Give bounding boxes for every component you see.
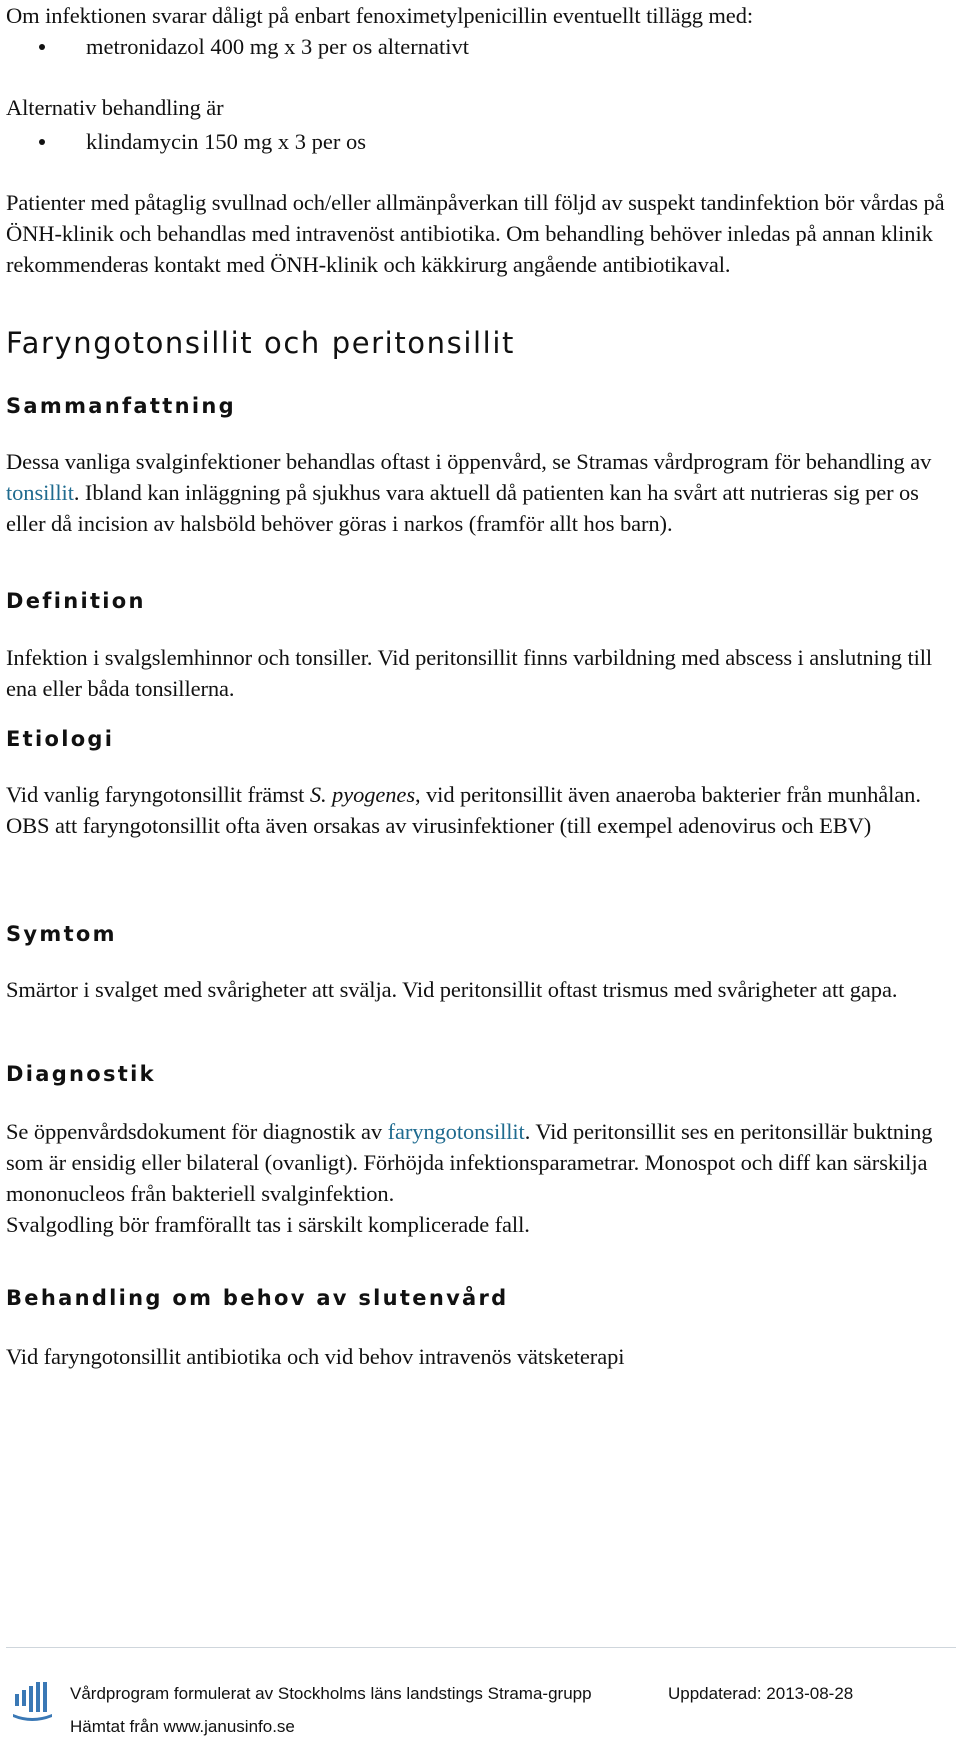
alt-block bbox=[6, 92, 956, 123]
list-item bbox=[6, 126, 956, 157]
heading-behandling: Behandling om behov av slutenvård bbox=[6, 1286, 509, 1310]
list-item-text: klindamycin 150 mg x 3 per os bbox=[86, 129, 366, 154]
bullet-list-2 bbox=[6, 126, 956, 157]
footer-updated: Uppdaterad: 2013-08-28 bbox=[668, 1684, 854, 1703]
intro-paragraph bbox=[6, 187, 956, 280]
intro-paragraph-text: Patienter med påtaglig svullnad och/eller allmänpåverkan till följd av suspekt tandinfektion bör vårdas på ÖNH-klinik och behandlas med intravenöst antibiotika. Om behandling behöver inledas på annan klinik rekommenderas kontakt med ÖNH-klinik och käkkirurg angående antibiotikaval. bbox=[6, 190, 945, 277]
heading-symtom: Symtom bbox=[6, 922, 117, 946]
definition-text: Infektion i svalgslemhinnor och tonsiller. Vid peritonsillit finns varbildning med abscess i anslutning till ena eller båda tonsillerna. bbox=[6, 645, 933, 701]
bullet-list-1 bbox=[6, 31, 956, 62]
footer-credit: Vårdprogram formulerat av Stockholms läns landstings Strama-grupp bbox=[70, 1684, 592, 1703]
symtom-block bbox=[6, 974, 956, 1005]
sammanfattning-block bbox=[6, 446, 956, 539]
diagnostik-text-2: Svalgodling bör framförallt tas i särskilt komplicerade fall. bbox=[6, 1212, 530, 1237]
list-item-text: metronidazol 400 mg x 3 per os alternativt bbox=[86, 34, 470, 59]
bullet-list-2-wrap bbox=[6, 126, 956, 157]
link-tonsillit[interactable]: tonsillit bbox=[6, 480, 74, 505]
footer-source: Hämtat från www.janusinfo.se bbox=[70, 1717, 295, 1736]
symtom-text: Smärtor i svalget med svårigheter att svälja. Vid peritonsillit oftast trismus med svårigheter att gapa. bbox=[6, 977, 898, 1002]
behandling-block bbox=[6, 1341, 956, 1372]
janusinfo-logo-icon bbox=[10, 1680, 54, 1722]
link-faryngotonsillit[interactable]: faryngotonsillit bbox=[387, 1119, 525, 1144]
heading-sammanfattning: Sammanfattning bbox=[6, 394, 236, 418]
etiologi-block bbox=[6, 779, 956, 841]
list-item bbox=[6, 31, 956, 62]
bullet-icon bbox=[39, 139, 45, 145]
intro-block bbox=[6, 0, 956, 62]
heading-etiologi: Etiologi bbox=[6, 727, 115, 751]
etiologi-text-2: OBS att faryngotonsillit ofta även orsakas av virusinfektioner (till exempel adenovirus och EBV) bbox=[6, 813, 872, 838]
intro-line: Om infektionen svarar dåligt på enbart fenoximetylpenicillin eventuellt tillägg med: bbox=[6, 3, 753, 28]
footer-divider bbox=[6, 1647, 956, 1648]
sammanfattning-text: Dessa vanliga svalginfektioner behandlas oftast i öppenvård, se Stramas vårdprogram för behandling av tonsillit. Ibland kan inläggning på sjukhus vara aktuell då patienten kan ha svårt att nutrieras sig per os eller då incision av halsböld behöver göras i narkos (framför allt hos barn). bbox=[6, 449, 932, 536]
page-title: Faryngotonsillit och peritonsillit bbox=[6, 326, 515, 360]
diagnostik-block bbox=[6, 1116, 956, 1240]
alt-label: Alternativ behandling är bbox=[6, 95, 224, 120]
etiologi-text: Vid vanlig faryngotonsillit främst S. pyogenes, vid peritonsillit även anaeroba bakterier från munhålan. bbox=[6, 782, 921, 807]
heading-diagnostik: Diagnostik bbox=[6, 1062, 156, 1086]
behandling-text: Vid faryngotonsillit antibiotika och vid behov intravenös vätsketerapi bbox=[6, 1344, 625, 1369]
bullet-icon bbox=[39, 44, 45, 50]
heading-definition: Definition bbox=[6, 589, 146, 613]
definition-block bbox=[6, 642, 956, 704]
diagnostik-text: Se öppenvårdsdokument för diagnostik av faryngotonsillit. Vid peritonsillit ses en peritonsillär buktning som är ensidig eller bilateral (ovanligt). Förhöjda infektionsparametrar. Monospot och diff kan särskilja mononucleos från bakteriell svalginfektion. bbox=[6, 1119, 933, 1206]
